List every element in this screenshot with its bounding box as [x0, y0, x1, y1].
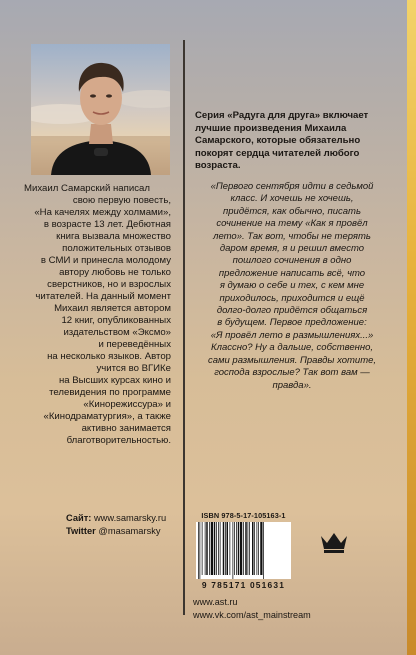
excerpt-line: приходилось, приходится и ещё: [219, 292, 365, 304]
isbn-barcode: [192, 510, 295, 591]
barcode-bar: [234, 522, 235, 575]
barcode-bar: [249, 522, 250, 575]
barcode-bars: [196, 522, 291, 579]
excerpt-line: класс. И хочешь не хочешь,: [230, 193, 354, 205]
barcode-bar: [216, 522, 217, 575]
book-excerpt: [192, 181, 392, 392]
barcode-bar: [230, 522, 231, 575]
website-label: Сайт:: [66, 513, 92, 523]
bio-line: Михаил является автором: [54, 303, 171, 314]
barcode-bar: [200, 522, 201, 579]
excerpt-line: долго-долго придётся общаться: [216, 305, 368, 317]
bio-line: в СМИ и принесла молодому: [40, 255, 171, 266]
barcode-bar: [258, 522, 259, 575]
barcode-bar: [254, 522, 255, 575]
excerpt-line: «Я провёл лето в размышлениях...»: [210, 329, 374, 341]
barcode-bar: [218, 522, 219, 575]
excerpt-line: сочинение на тему «Как я провёл: [216, 218, 368, 230]
publisher-links: [193, 596, 311, 621]
barcode-bar: [198, 522, 199, 579]
barcode-digits: 9 785171 051631: [201, 580, 286, 590]
bio-line: свою первую повесть,: [72, 195, 171, 206]
barcode-bar: [211, 522, 213, 575]
barcode-bar: [214, 522, 216, 575]
barcode-bar: [225, 522, 226, 575]
bio-line: читателей. На данный момент: [35, 291, 171, 302]
excerpt-line: в будущем. Первое предложение:: [217, 317, 367, 329]
barcode-bar: [202, 522, 203, 575]
barcode-bar: [227, 522, 229, 575]
bio-line: автору любовь не только: [59, 267, 171, 278]
isbn-label: ISBN 978-5-17-105163-1: [201, 511, 286, 520]
excerpt-line: «Первого сентября идти в седьмой: [210, 181, 374, 192]
excerpt-line: я думаю о себе и тех, с кем мне: [219, 280, 365, 292]
barcode-bar: [209, 522, 210, 575]
bio-line: активно занимается: [81, 423, 171, 434]
bio-line: книга вызвала множество: [56, 231, 171, 242]
series-line: Самарского, которые обязательно: [195, 135, 361, 146]
series-description: [195, 110, 403, 173]
barcode-bar: [220, 522, 221, 575]
barcode-bar: [205, 522, 206, 575]
excerpt-line: правда».: [272, 379, 312, 391]
twitter-row: [66, 525, 166, 538]
excerpt-line: Классно? Ну а дальше, собственно,: [210, 342, 374, 354]
barcode-bar: [263, 522, 264, 579]
bio-line: благотворительностью.: [66, 435, 171, 446]
barcode-bar: [233, 522, 234, 579]
bio-line: издательством «Эксмо»: [63, 327, 171, 338]
barcode-bar: [236, 522, 237, 575]
series-line: возраста.: [195, 160, 241, 171]
barcode-bar: [245, 522, 247, 575]
bio-line: телевидения по программе: [49, 387, 171, 398]
excerpt-line: придётся, как обычно, писать: [223, 205, 361, 217]
barcode-bar: [238, 522, 240, 575]
bio-line: «Кинорежиссура» и: [83, 399, 171, 410]
excerpt-line: сами размышления. Правды хотите,: [207, 354, 377, 366]
bio-line: 12 книг, опубликованных: [61, 315, 171, 326]
author-bio: [24, 183, 171, 447]
bio-line: в возрасте 13 лет. Дебютная: [43, 219, 171, 230]
barcode-bar: [252, 522, 254, 575]
bio-line: и переведённых: [98, 339, 171, 350]
column-divider: [183, 40, 185, 615]
series-line: покорят сердца читателей любого: [195, 147, 360, 159]
barcode-bar: [240, 522, 242, 575]
bio-line: сверстников, но и взрослых: [47, 279, 171, 290]
twitter-label: Twitter: [66, 525, 96, 536]
bio-line: на несколько языков. Автор: [47, 351, 171, 362]
barcode-bar: [243, 522, 244, 575]
barcode-bar: [206, 522, 208, 575]
bio-line: положительных отзывов: [62, 243, 171, 254]
excerpt-line: пошлого сочинения в одно: [232, 255, 352, 267]
website-link[interactable]: www.samarsky.ru: [93, 513, 167, 523]
excerpt-line: даром время, я и решил вместо: [219, 243, 365, 255]
crown-logo-icon: [319, 528, 349, 554]
barcode-bar: [257, 522, 258, 575]
twitter-handle[interactable]: @masamarsky: [98, 525, 161, 536]
author-photo: [31, 44, 170, 175]
website-row: [66, 512, 166, 525]
excerpt-line: предложение написать всё, что: [218, 267, 366, 279]
barcode-bar: [260, 522, 262, 575]
publisher-vk-link[interactable]: www.vk.com/ast_mainstream: [193, 609, 311, 620]
bio-line: «Кинодраматургия», а также: [43, 411, 171, 422]
excerpt-line: лето». Так вот, чтобы не терять: [213, 230, 371, 242]
bio-line: на Высших курсах кино и: [58, 375, 171, 386]
series-line: Серия «Радуга для друга» включает: [195, 110, 369, 121]
excerpt-line: господа взрослые? Так вот вам —: [214, 367, 370, 379]
bio-line: «На качелях между холмами»,: [34, 207, 171, 218]
bio-line: учится во ВГИКе: [96, 363, 171, 374]
author-contacts: [66, 512, 166, 537]
barcode-bar: [248, 522, 249, 575]
barcode-bar: [223, 522, 225, 575]
spine-accent-strip: [407, 0, 416, 655]
series-line: лучшие произведения Михаила: [195, 122, 347, 134]
bio-line: Михаил Самарский написал: [24, 183, 150, 194]
publisher-site-link[interactable]: www.ast.ru: [193, 597, 238, 607]
